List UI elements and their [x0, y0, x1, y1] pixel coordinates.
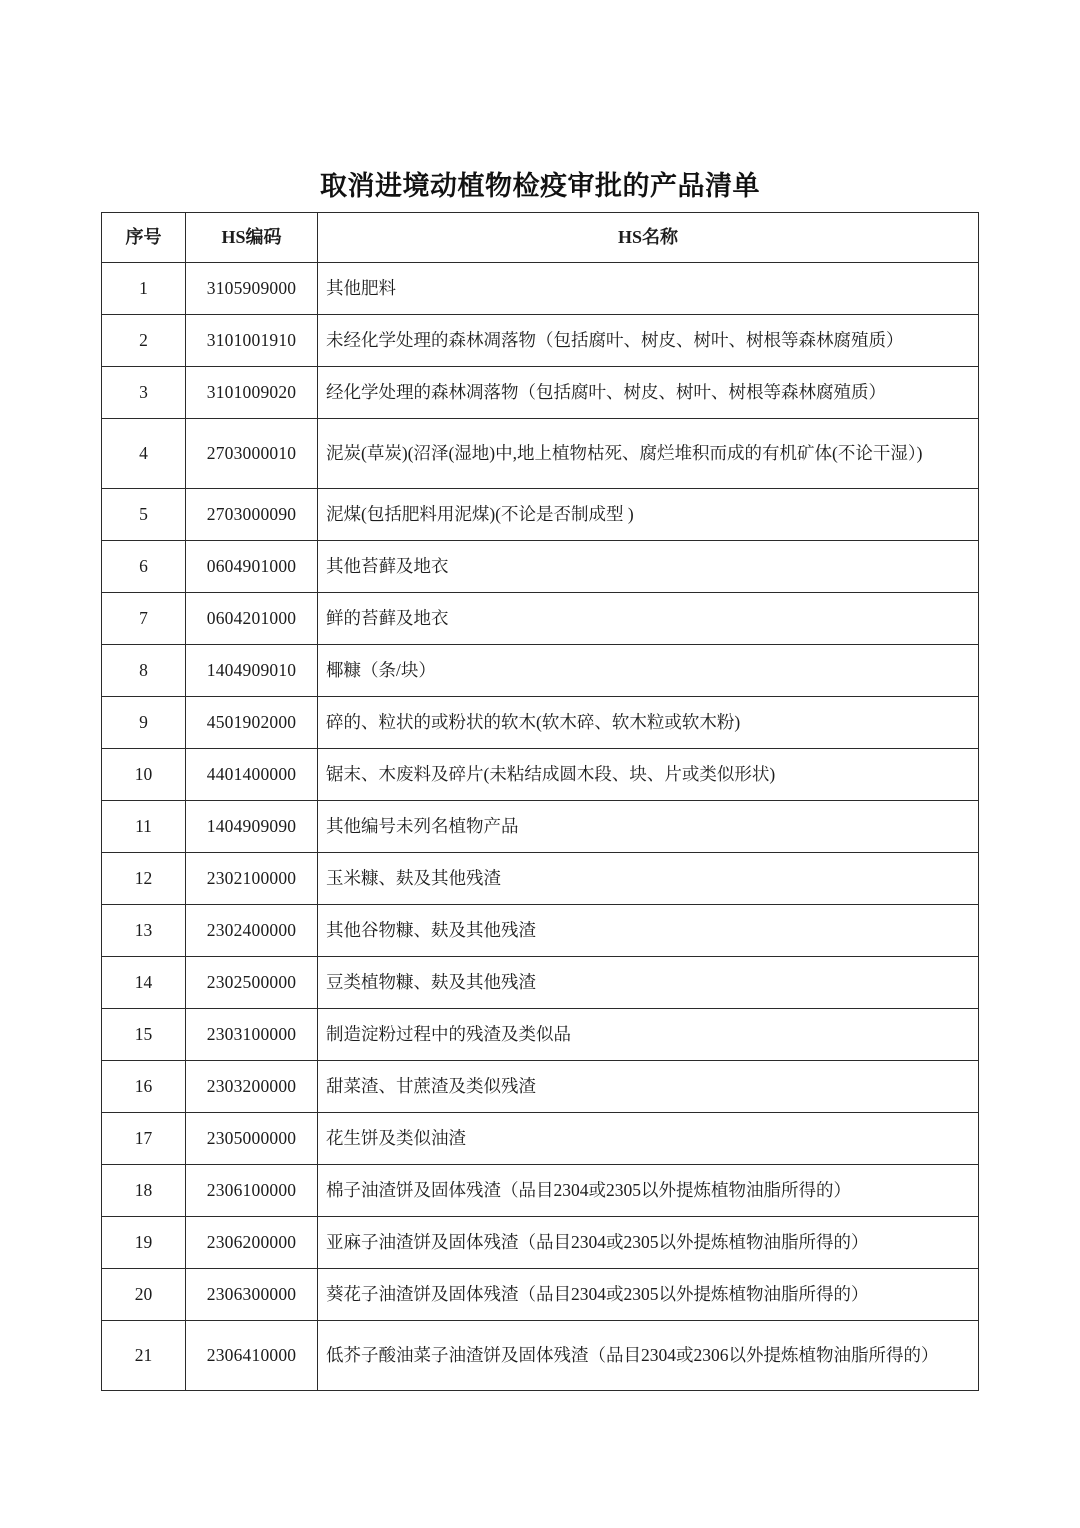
cell-hs-code: 2703000090: [186, 489, 318, 541]
table-row: [102, 697, 979, 749]
table-header-row: [102, 213, 979, 263]
cell-hs-name: 经化学处理的森林凋落物（包括腐叶、树皮、树叶、树根等森林腐殖质）: [318, 367, 979, 419]
cell-hs-name: 玉米糠、麸及其他残渣: [318, 853, 979, 905]
cell-hs-code: 3105909000: [186, 263, 318, 315]
cell-serial-number: 17: [102, 1113, 186, 1165]
cell-serial-number: 16: [102, 1061, 186, 1113]
cell-hs-name: 葵花子油渣饼及固体残渣（品目2304或2305以外提炼植物油脂所得的）: [318, 1269, 979, 1321]
product-list-table: [101, 212, 979, 1391]
cell-serial-number: 8: [102, 645, 186, 697]
column-header-serial-number: 序号: [102, 213, 186, 263]
cell-hs-code: 1404909010: [186, 645, 318, 697]
product-list-table-container: [101, 212, 978, 1391]
table-row: [102, 1217, 979, 1269]
cell-hs-code: 2302500000: [186, 957, 318, 1009]
cell-hs-code: 2302100000: [186, 853, 318, 905]
table-row: [102, 419, 979, 489]
cell-hs-name: 碎的、粒状的或粉状的软木(软木碎、软木粒或软木粉): [318, 697, 979, 749]
cell-serial-number: 18: [102, 1165, 186, 1217]
table-row: [102, 801, 979, 853]
cell-serial-number: 15: [102, 1009, 186, 1061]
cell-hs-code: 0604201000: [186, 593, 318, 645]
cell-hs-code: 2306300000: [186, 1269, 318, 1321]
cell-hs-name: 泥煤(包括肥料用泥煤)(不论是否制成型 ): [318, 489, 979, 541]
cell-hs-code: 2703000010: [186, 419, 318, 489]
cell-serial-number: 1: [102, 263, 186, 315]
cell-hs-name: 椰糠（条/块）: [318, 645, 979, 697]
cell-serial-number: 6: [102, 541, 186, 593]
table-row: [102, 593, 979, 645]
cell-serial-number: 2: [102, 315, 186, 367]
cell-hs-name: 豆类植物糠、麸及其他残渣: [318, 957, 979, 1009]
cell-serial-number: 13: [102, 905, 186, 957]
cell-hs-code: 2303200000: [186, 1061, 318, 1113]
table-row: [102, 645, 979, 697]
cell-hs-name: 其他肥料: [318, 263, 979, 315]
cell-hs-name: 制造淀粉过程中的残渣及类似品: [318, 1009, 979, 1061]
table-row: [102, 367, 979, 419]
cell-hs-code: 0604901000: [186, 541, 318, 593]
cell-hs-name: 其他编号未列名植物产品: [318, 801, 979, 853]
cell-serial-number: 9: [102, 697, 186, 749]
table-row: [102, 853, 979, 905]
cell-serial-number: 21: [102, 1321, 186, 1391]
cell-serial-number: 5: [102, 489, 186, 541]
table-row: [102, 1269, 979, 1321]
page-title: 取消进境动植物检疫审批的产品清单: [320, 171, 760, 201]
cell-serial-number: 10: [102, 749, 186, 801]
table-row: [102, 489, 979, 541]
cell-serial-number: 3: [102, 367, 186, 419]
cell-hs-code: 4501902000: [186, 697, 318, 749]
cell-serial-number: 19: [102, 1217, 186, 1269]
cell-hs-name: 棉子油渣饼及固体残渣（品目2304或2305以外提炼植物油脂所得的）: [318, 1165, 979, 1217]
table-row: [102, 1061, 979, 1113]
cell-hs-code: 2302400000: [186, 905, 318, 957]
table-header: [102, 213, 979, 263]
cell-hs-code: 2303100000: [186, 1009, 318, 1061]
cell-hs-name: 花生饼及类似油渣: [318, 1113, 979, 1165]
table-row: [102, 1321, 979, 1391]
table-row: [102, 1113, 979, 1165]
cell-hs-code: 3101001910: [186, 315, 318, 367]
cell-hs-name: 低芥子酸油菜子油渣饼及固体残渣（品目2304或2306以外提炼植物油脂所得的）: [318, 1321, 979, 1391]
cell-hs-name: 甜菜渣、甘蔗渣及类似残渣: [318, 1061, 979, 1113]
cell-hs-name: 泥炭(草炭)(沼泽(湿地)中,地上植物枯死、腐烂堆积而成的有机矿体(不论干湿）): [318, 419, 979, 489]
cell-serial-number: 20: [102, 1269, 186, 1321]
cell-hs-name: 亚麻子油渣饼及固体残渣（品目2304或2305以外提炼植物油脂所得的）: [318, 1217, 979, 1269]
table-row: [102, 315, 979, 367]
table-row: [102, 263, 979, 315]
column-header-hs-code: HS编码: [186, 213, 318, 263]
cell-hs-name: 锯末、木废料及碎片(未粘结成圆木段、块、片或类似形状): [318, 749, 979, 801]
cell-hs-name: 其他苔藓及地衣: [318, 541, 979, 593]
table-body: [102, 263, 979, 1391]
cell-hs-code: 1404909090: [186, 801, 318, 853]
cell-hs-code: 2306100000: [186, 1165, 318, 1217]
cell-serial-number: 12: [102, 853, 186, 905]
table-row: [102, 541, 979, 593]
cell-serial-number: 14: [102, 957, 186, 1009]
cell-hs-name: 鲜的苔藓及地衣: [318, 593, 979, 645]
cell-serial-number: 11: [102, 801, 186, 853]
cell-hs-code: 2305000000: [186, 1113, 318, 1165]
cell-hs-code: 2306200000: [186, 1217, 318, 1269]
cell-hs-code: 3101009020: [186, 367, 318, 419]
cell-hs-code: 2306410000: [186, 1321, 318, 1391]
table-row: [102, 957, 979, 1009]
cell-serial-number: 7: [102, 593, 186, 645]
table-row: [102, 1165, 979, 1217]
table-row: [102, 1009, 979, 1061]
column-header-hs-name: HS名称: [318, 213, 979, 263]
cell-hs-name: 未经化学处理的森林凋落物（包括腐叶、树皮、树叶、树根等森林腐殖质）: [318, 315, 979, 367]
table-row: [102, 905, 979, 957]
cell-hs-name: 其他谷物糠、麸及其他残渣: [318, 905, 979, 957]
table-row: [102, 749, 979, 801]
cell-serial-number: 4: [102, 419, 186, 489]
cell-hs-code: 4401400000: [186, 749, 318, 801]
